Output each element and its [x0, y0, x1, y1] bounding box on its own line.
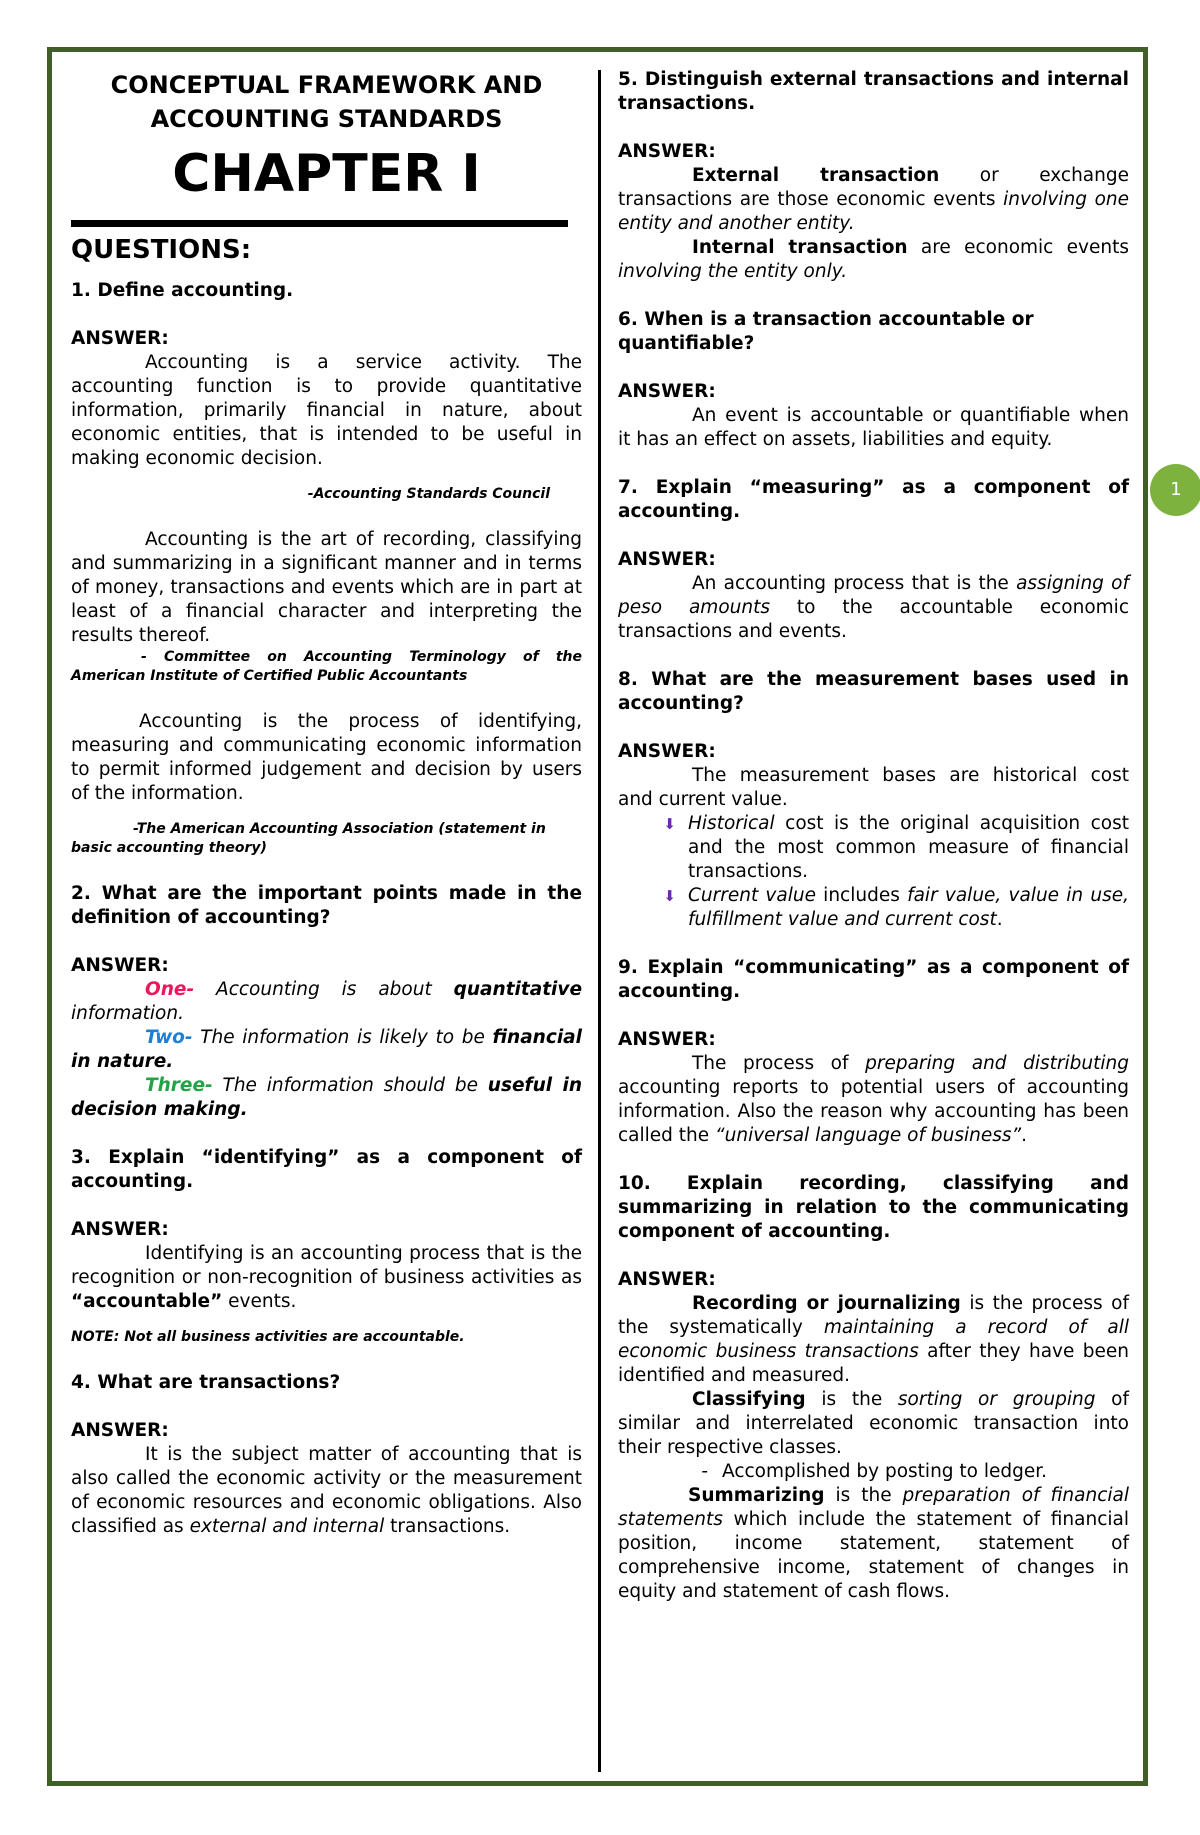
q1-citation-2: - Committee on Accounting Terminology of the American Institute of Certified Public Accountants [71, 649, 582, 684]
question-6: 6. When is a transaction accountable or quantifiable? [618, 309, 1034, 354]
q6-answer-p1: An event is accountable or quantifiable when it has an effect on assets, liabilities and equity. [618, 405, 1129, 450]
answer-label: ANSWER: [618, 1269, 716, 1290]
q8-answer-p1: The measurement bases are historical cost and current value. [618, 765, 1129, 810]
answer-label: ANSWER: [71, 328, 169, 349]
q2-point-three: Three- The information should be useful in decision making. [71, 1075, 582, 1120]
q5-internal: Internal transaction are economic events involving the entity only. [618, 237, 1129, 282]
q1-answer-p1: Accounting is a service activity. The accounting function is to provide quantitative information, primarily financial in nature, about economic entities, that is intended to be useful in making economic decision. [71, 352, 582, 469]
page-number-badge: 1 [1150, 464, 1200, 516]
q7-answer-p1: An accounting process that is the assigning of peso amounts to the accountable economic transactions and events. [618, 573, 1130, 642]
q1-citation-1: -Accounting Standards Council [307, 486, 550, 502]
question-8: 8. What are the measurement bases used in accounting? [618, 669, 1129, 714]
q2-point-one: One- Accounting is about quantitative information. [71, 979, 582, 1024]
arrow-down-bullet-icon: ⬇ [663, 815, 676, 833]
q1-answer-p3: Accounting is the process of identifying, measuring and communicating economic information to permit informed judgement and decision by users of the information. [71, 711, 582, 804]
q10-summarizing: Summarizing is the preparation of financial statements which include the statement of financial position, income statement, statement of comprehensive income, statement of changes in equity and statement of cash flows. [618, 1485, 1130, 1602]
q8-bullet-historical: ⬇ Historical cost is the original acquisition cost and the most common measure of financial transactions. [618, 812, 1129, 884]
point-one-label: One- [145, 979, 195, 1000]
answer-label: ANSWER: [71, 1420, 169, 1441]
q8-bullet-current: ⬇ Current value includes fair value, value in use, fulfillment value and current cost. [618, 884, 1129, 932]
q10-classifying: Classifying is the sorting or grouping of similar and interrelated economic transaction into their respective classes. [618, 1389, 1129, 1458]
answer-label: ANSWER: [71, 1219, 169, 1240]
q1-citation-3: -The American Accounting Association (statement in basic accounting theory) [71, 821, 546, 856]
question-1: 1. Define accounting. [71, 280, 294, 301]
doc-title-line2: ACCOUNTING STANDARDS [150, 105, 503, 133]
arrow-down-bullet-icon: ⬇ [663, 887, 676, 905]
question-10: 10. Explain recording, classifying and summarizing in relation to the communicating component of accounting. [618, 1173, 1129, 1242]
point-two-label: Two- [145, 1027, 193, 1048]
q2-point-two: Two- The information is likely to be financial in nature. [71, 1027, 582, 1072]
q4-answer-p1: It is the subject matter of accounting that is also called the economic activity or the measurement of economic resources and economic obligations. Also classified as external and internal transactions. [71, 1444, 582, 1537]
answer-label: ANSWER: [618, 741, 716, 762]
answer-label: ANSWER: [618, 141, 716, 162]
q3-note: NOTE: Not all business activities are accountable. [71, 1329, 465, 1345]
answer-label: ANSWER: [618, 1029, 716, 1050]
q1-answer-p2: Accounting is the art of recording, classifying and summarizing in a significant manner and in terms of money, transactions and events which are in part at least of a financial character and interpreting the results thereof. [71, 529, 582, 646]
question-2: 2. What are the important points made in the definition of accounting? [71, 883, 582, 928]
chapter-heading: CHAPTER I [172, 144, 481, 204]
right-column [618, 68, 1129, 1604]
q3-answer-p1: Identifying is an accounting process that is the recognition or non-recognition of business activities as “accountable” events. [71, 1243, 582, 1312]
left-column [71, 68, 582, 1539]
answer-label: ANSWER: [71, 955, 169, 976]
question-9: 9. Explain “communicating” as a component of accounting. [618, 957, 1129, 1002]
point-three-label: Three- [145, 1075, 213, 1096]
q5-external: External transaction or exchange transactions are those economic events involving one entity and another entity. [618, 165, 1129, 234]
heading-rule [71, 220, 568, 227]
question-4: 4. What are transactions? [71, 1372, 341, 1393]
questions-heading: QUESTIONS: [71, 235, 252, 265]
doc-title-line1: CONCEPTUAL FRAMEWORK AND [110, 71, 543, 99]
q10-recording: Recording or journalizing is the process of the systematically maintaining a record of all economic business transactions after they have been identified and measured. [618, 1293, 1129, 1386]
question-3: 3. Explain “identifying” as a component of accounting. [71, 1147, 582, 1192]
question-5: 5. Distinguish external transactions and internal transactions. [618, 69, 1129, 114]
column-divider [598, 70, 601, 1772]
q9-answer-p1: The process of preparing and distributing accounting reports to potential users of accounting information. Also the reason why accounting has been called the “universal language of business”. [618, 1053, 1129, 1146]
answer-label: ANSWER: [618, 381, 716, 402]
q10-dash-item: - Accomplished by posting to ledger. [701, 1461, 1048, 1482]
answer-label: ANSWER: [618, 549, 716, 570]
question-7: 7. Explain “measuring” as a component of accounting. [618, 477, 1129, 522]
